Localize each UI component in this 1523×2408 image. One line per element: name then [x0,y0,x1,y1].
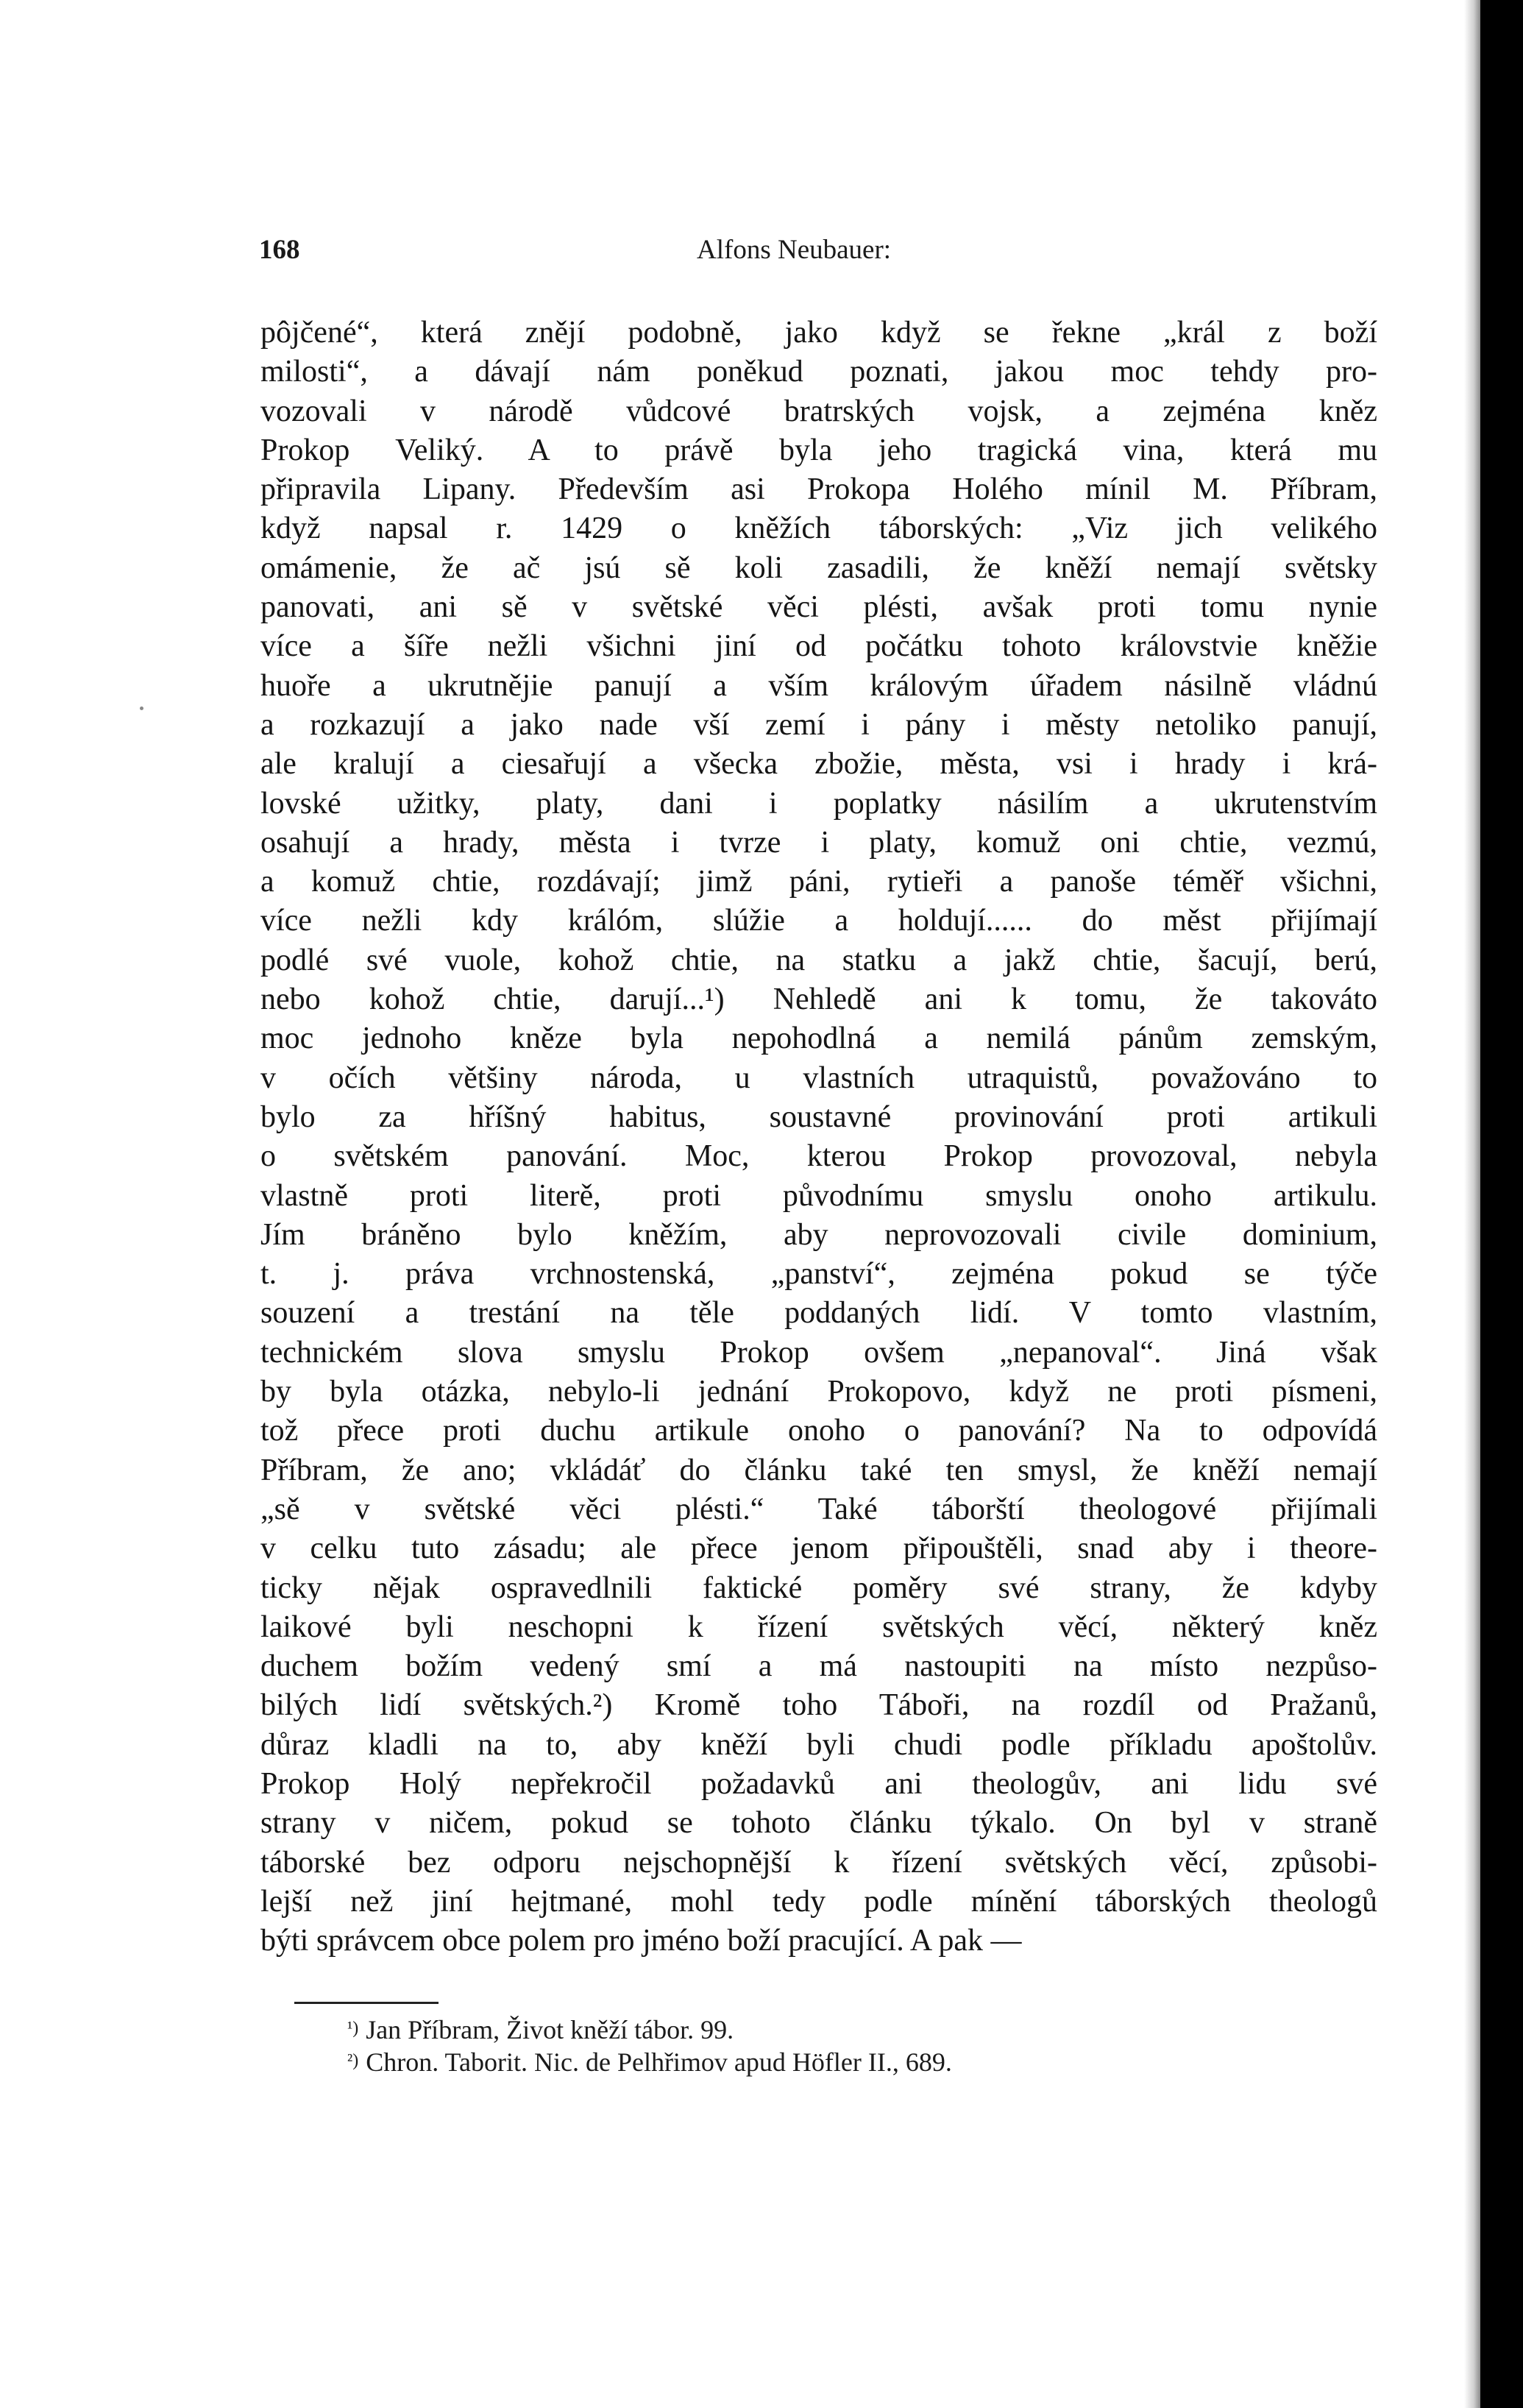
text-line: by byla otázka, nebylo-li jednání Prokopovo, když ne proti písmeni, [260,1375,1377,1409]
text-line: omámenie, že ač jsú sě koli zasadili, že kněží nemají světsky [260,550,1377,585]
page-number: 168 [259,235,300,265]
text-line: pôjčené“, která znějí podobně, jako když se řekne „král z boží [260,316,1377,350]
text-line: ticky nějak ospravedlnili faktické poměry své strany, že kdyby [260,1570,1377,1605]
text-line: osahují a hrady, města i tvrze i platy, komuž oni chtie, vezmú, [260,825,1377,860]
text-line: podlé své vuole, kohož chtie, na statku a jakž chtie, šacují, berú, [260,943,1377,977]
text-line: strany v ničem, pokud se tohoto článku týkalo. On byl v straně [260,1806,1377,1841]
text-line: tož přece proti duchu artikule onoho o panování? Na to odpovídá [260,1414,1377,1448]
body-text [260,314,1377,1961]
text-line: důraz kladli na to, aby kněží byli chudi podle příkladu apoštolův. [260,1727,1377,1762]
text-line: a rozkazují a jako nade vší zemí i pány i městy netoliko panují, [260,707,1377,742]
text-line: laikové byli neschopni k řízení světských věcí, některý kněz [260,1610,1377,1644]
text-line: a komuž chtie, rozdávají; jimž páni, rytieři a panoše téměř všichni, [260,865,1377,899]
text-line: „sě v světské věci plésti.“ Také táborští theologové přijímali [260,1492,1377,1526]
text-line: moc jednoho kněze byla nepohodlná a nemilá pánům zemským, [260,1021,1377,1056]
text-line: když napsal r. 1429 o kněžích táborských: „Viz jich velikého [260,511,1377,546]
text-line: duchem božím vedený smí a má nastoupiti na místo nezpůso- [260,1649,1377,1684]
text-line: lejší než jiní hejtmané, mohl tedy podle mínění táborských theologů [260,1884,1377,1919]
text-line: technickém slova smyslu Prokop ovšem „nepanoval“. Jiná však [260,1335,1377,1370]
text-line: panovati, ani sě v světské věci plésti, avšak proti tomu nynie [260,590,1377,625]
text-line: t. j. práva vrchnostenská, „panství“, zejména pokud se týče [260,1257,1377,1292]
text-line: bylo za hříšný habitus, soustavné provinování proti artikuli [260,1099,1377,1134]
text-line: v očích většiny národa, u vlastních utraquistů, považováno to [260,1060,1377,1095]
page-header [259,234,1377,271]
footnote-mark: ²) [347,2051,359,2070]
text-line: více nežli kdy králóm, slúžie a holdují...... do měst přijímají [260,904,1377,938]
footnote-text: Jan Příbram, Život kněží tábor. 99. [366,2015,734,2044]
text-line: Prokop Holý nepřekročil požadavků ani theologův, ani lidu své [260,1766,1377,1801]
text-line: Jím bráněno bylo kněžím, aby neprovozovali civile dominium, [260,1217,1377,1252]
text-line: souzení a trestání na těle poddaných lidí. V tomto vlastním, [260,1296,1377,1331]
text-line: v celku tuto zásadu; ale přece jenom připouštěli, snad aby i theore- [260,1531,1377,1566]
paper-speck [140,707,143,710]
footnote-divider [294,2002,439,2004]
footnote [347,2046,1377,2078]
footnotes [347,2014,1377,2078]
footnote-text: Chron. Taborit. Nic. de Pelhřimov apud Höfler II., 689. [366,2047,952,2077]
text-line: nebo kohož chtie, darují...¹) Nehledě ani k tomu, že takováto [260,982,1377,1017]
running-head: Alfons Neubauer: [697,235,892,265]
text-line: býti správcem obce polem pro jméno boží pracující. A pak — [260,1924,1022,1958]
text-line: více a šíře nežli všichni jiní od počátku tohoto královstvie kněžie [260,629,1377,664]
footnote-mark: ¹) [347,2019,359,2038]
text-line: Prokop Veliký. A to právě byla jeho tragická vina, která mu [260,433,1377,467]
text-line: bilých lidí světských.²) Kromě toho Táboři, na rozdíl od Pražanů, [260,1688,1377,1723]
text-line: milosti“, a dávají nám poněkud poznati, jakou moc tehdy pro- [260,355,1377,389]
text-line: táborské bez odporu nejschopnější k řízení světských věcí, způsobi- [260,1845,1377,1880]
footnote [347,2014,1377,2046]
text-line: vozovali v národě vůdcové bratrských vojsk, a zejména kněz [260,394,1377,428]
text-line: lovské užitky, platy, dani i poplatky násilím a ukrutenstvím [260,786,1377,821]
text-line: ale kralují a ciesařují a všecka zbožie, města, vsi i hrady i krá- [260,747,1377,782]
text-line: Příbram, že ano; vkládáť do článku také ten smysl, že kněží nemají [260,1453,1377,1487]
page-edge-shadow [1464,0,1480,2408]
text-line: o světském panování. Moc, kterou Prokop provozoval, nebyla [260,1139,1377,1174]
text-line: huoře a ukrutnějie panují a vším královým úřadem násilně vládnú [260,668,1377,703]
text-line: vlastně proti literě, proti původnímu smyslu onoho artikulu. [260,1178,1377,1213]
text-line: připravila Lipany. Především asi Prokopa Holého mínil M. Příbram, [260,472,1377,507]
